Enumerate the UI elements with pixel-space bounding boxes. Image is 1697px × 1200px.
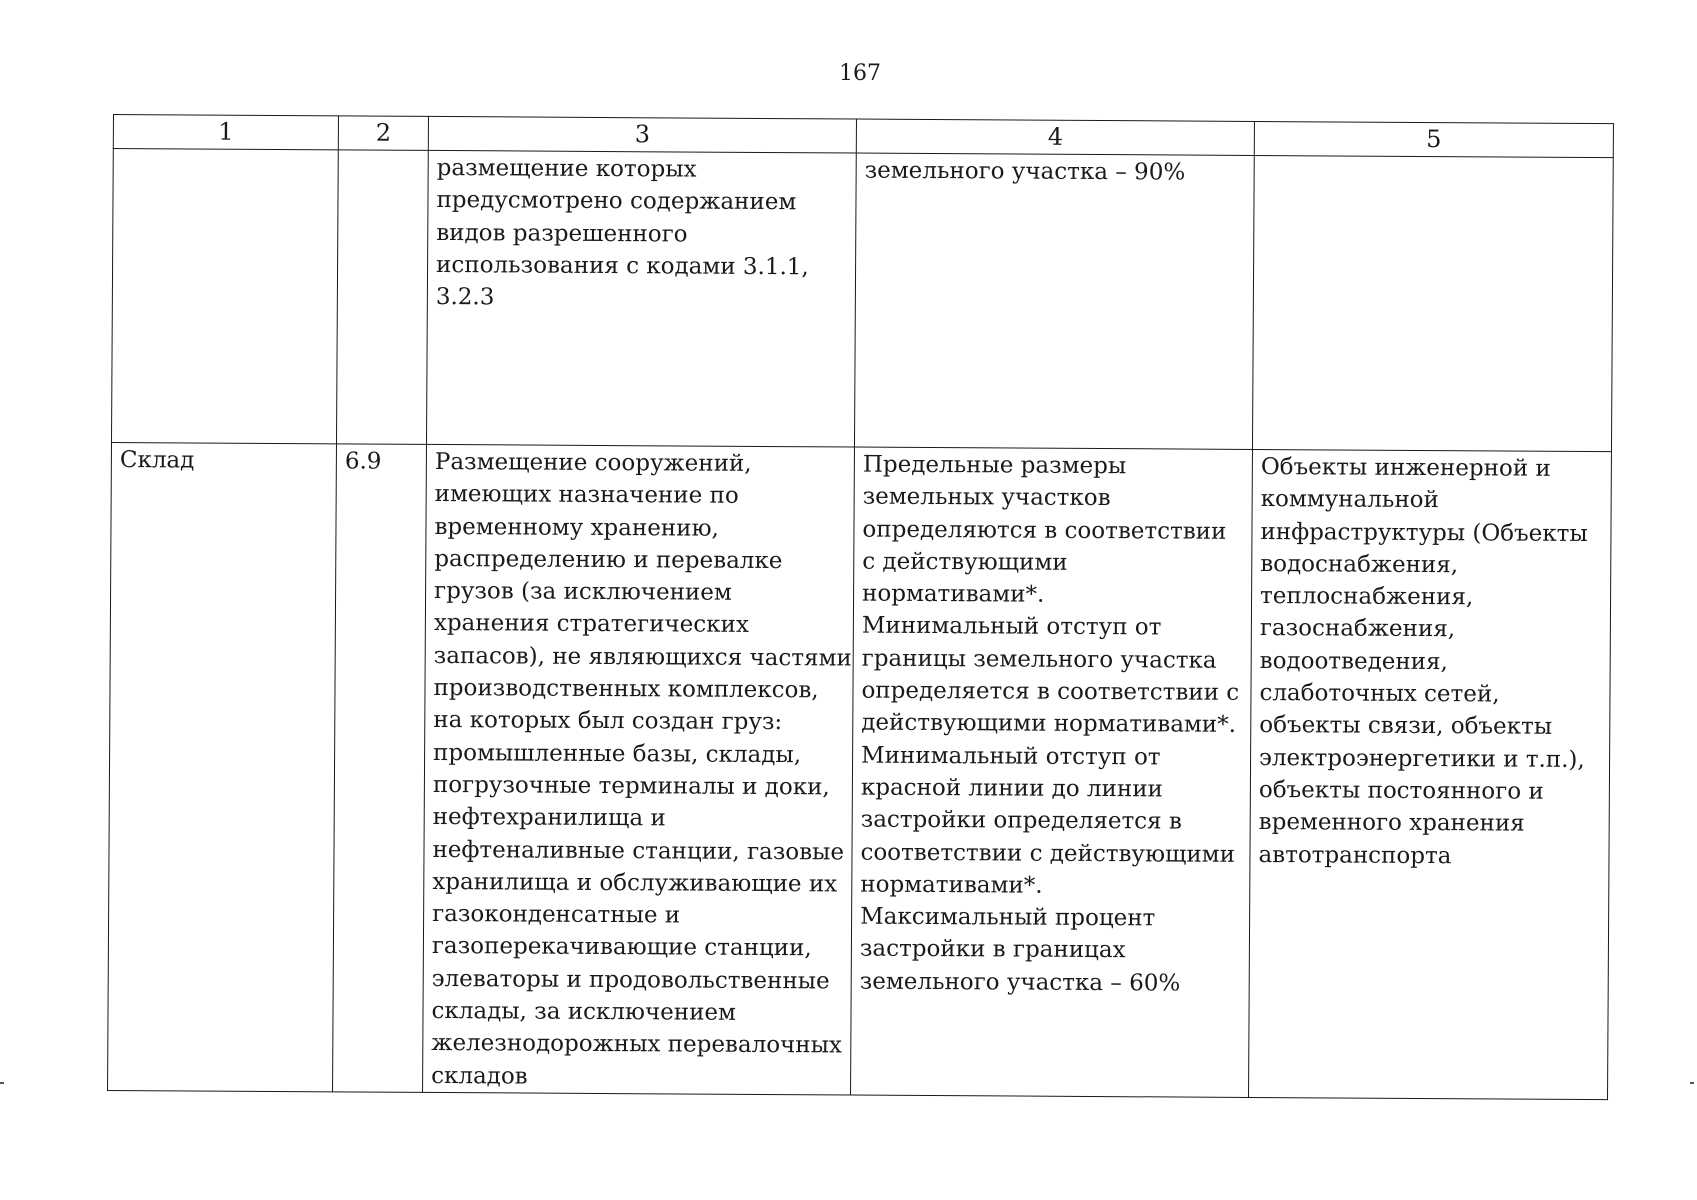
cell-text-line: промышленные базы, склады, [433,739,802,768]
cell-text-line: объекты связи, объекты [1259,712,1553,741]
cell-text-line: имеющих назначение по [434,481,739,510]
cell-text-line: грузов (за исключением [434,578,732,606]
cell-text-line: Объекты инженерной и [1260,454,1551,482]
table-cell-parameters [854,153,1254,449]
table-cell-ancillary-uses [1249,449,1612,1099]
header-cell: 3 [428,116,856,153]
table-cell-code [336,150,428,445]
cell-text-line: погрузочные терминалы и доки, [432,771,830,801]
cell-text-line: Склад [119,447,195,474]
cell-text-line: на которых был создан груз: [433,707,783,736]
cell-text-line: водоотведения, [1259,647,1448,675]
cell-text-line: земельных участков [862,483,1111,512]
cell-text-line: с действующими [862,548,1068,576]
cell-text-line: коммунальной [1260,486,1439,514]
header-cell: 5 [1254,121,1613,157]
cell-text-line: газоснабжения, [1259,615,1456,643]
table-cell-ancillary-uses [1252,155,1613,451]
scan-margin-mark [1690,1082,1694,1084]
cell-text-line: земельного участка – 90% [864,157,1186,186]
cell-text-line: автотранспорта [1258,841,1452,869]
cell-text-line: нормативами*. [860,871,1043,899]
cell-text-line: временному хранению, [434,513,719,542]
cell-text-line: видов разрешенного [436,219,688,248]
cell-text-line: соответствии с действующими [860,839,1236,868]
cell-text-line: предусмотрено содержанием [436,187,797,216]
table-row [111,149,1613,452]
header-cell: 2 [338,116,428,151]
cell-text-line: водоснабжения, [1260,550,1459,579]
cell-text-line: Предельные размеры [862,451,1127,480]
table-cell-description [426,150,856,447]
cell-text-line: Максимальный процент [860,903,1156,932]
cell-text-line: железнодорожных перевалочных [431,1030,842,1059]
cell-text-line: инфраструктуры (Объекты [1260,518,1588,547]
header-cell: 1 [113,115,338,150]
cell-text-line: действующими нормативами*. [861,709,1237,739]
cell-text-line: слаботочных сетей, [1259,680,1500,708]
cell-text-line: определяются в соответствии [862,516,1227,545]
cell-text-line: границы земельного участка [861,645,1217,674]
table-cell-description [423,444,855,1095]
header-cell: 4 [856,119,1254,155]
table-cell-parameters [851,447,1253,1097]
table-row [108,442,1612,1099]
cell-text-line: застройки определяется в [860,806,1182,835]
cell-text-line: хранилища и обслуживающие их [432,868,838,898]
table-cell-code [333,444,427,1092]
cell-text-line: элеваторы и продовольственные [431,965,830,995]
cell-text-line: объекты постоянного и [1258,776,1544,805]
cell-text-line: электроэнергетики и т.п.), [1259,744,1585,773]
cell-text-line: 3.2.3 [435,284,495,311]
cell-text-line: хранения стратегических [433,610,749,639]
table-cell-name [111,149,338,444]
cell-text-line: теплоснабжения, [1259,583,1474,611]
cell-text-line: определяется в соответствии с [861,677,1240,706]
cell-text-line: Минимальный отступ от [861,742,1161,771]
cell-text-line: размещение которых [436,154,697,183]
table-cell-name [108,442,337,1091]
cell-text-line: временного хранения [1258,809,1525,837]
cell-text-line: складов [431,1062,528,1090]
cell-text-line: производственных комплексов, [433,675,819,704]
cell-text-line: 6.9 [344,448,382,475]
cell-text-line: красной линии до линии [860,774,1163,803]
cell-text-line: нормативами*. [862,580,1045,608]
cell-text-line: распределению и перевалке [434,545,783,574]
cell-text-line: Размещение сооружений, [434,448,752,477]
cell-text-line: застройки в границах [859,936,1126,964]
cell-text-line: запасов), не являющихся частями [433,642,852,672]
cell-text-line: нефтехранилища и [432,804,666,832]
zoning-table [107,114,1614,1100]
cell-text-line: Минимальный отступ от [861,613,1162,641]
page-number: 167 [839,61,881,86]
cell-text-line: земельного участка – 60% [859,968,1181,997]
cell-text-line: использования с кодами 3.1.1, [436,251,809,281]
cell-text-line: газоперекачивающие станции, [431,933,812,962]
cell-text-line: газоконденсатные и [432,901,681,929]
cell-text-line: нефтеналивные станции, газовые [432,836,845,866]
scan-margin-mark [0,1082,4,1084]
cell-text-line: склады, за исключением [431,998,737,1026]
